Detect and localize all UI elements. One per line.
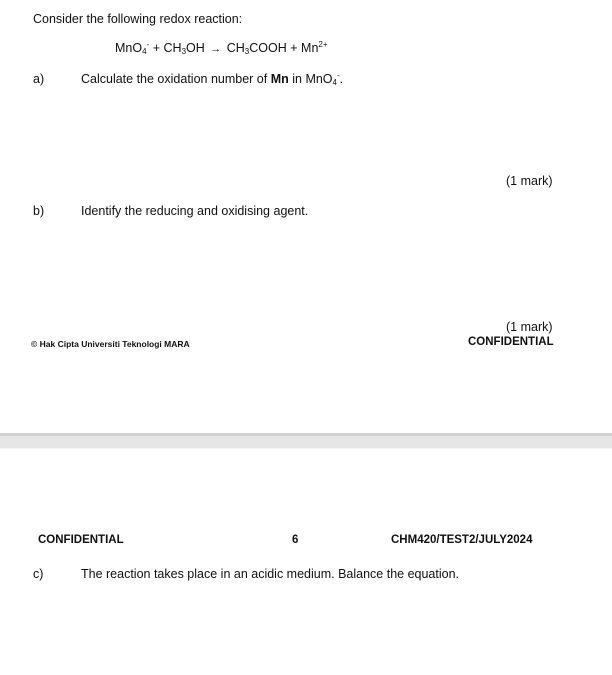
plus-sign: + [290,41,298,55]
page-number: 6 [292,534,299,546]
product-manganese-ion: $Mn^{2+}$ [301,40,328,55]
question-b-marks: (1 mark) [506,320,553,334]
intro-text: Consider the following redox reaction: [33,12,243,26]
product-acetic-acid: $CH_3COOH$ [226,41,287,56]
question-a-text: Calculate the oxidation number of Mn in MnO$_4$-. [81,71,344,87]
confidential-footer: CONFIDENTIAL [468,336,554,348]
question-b-label: b) [33,204,45,218]
question-c-text: The reaction takes place in an acidic medium. Balance the equation. [81,567,460,581]
reaction-arrow-icon: → [210,43,222,55]
copyright-footer: © Hak Cipta Universiti Teknologi MARA [31,339,190,349]
reactant-methanol: $CH_3OH$ [163,41,205,56]
redox-equation [115,41,328,55]
confidential-header: CONFIDENTIAL [38,534,124,546]
page-separator [0,433,612,449]
course-code-header: CHM420/TEST2/JULY2024 [391,534,533,546]
question-c-label: c) [33,567,44,581]
question-a-label: a) [33,72,45,86]
question-a-marks: (1 mark) [506,174,553,188]
plus-sign: + [152,41,161,55]
question-b-text: Identify the reducing and oxidising agent. [81,204,309,218]
reactant-permanganate: MnO$_4$- [115,40,150,56]
